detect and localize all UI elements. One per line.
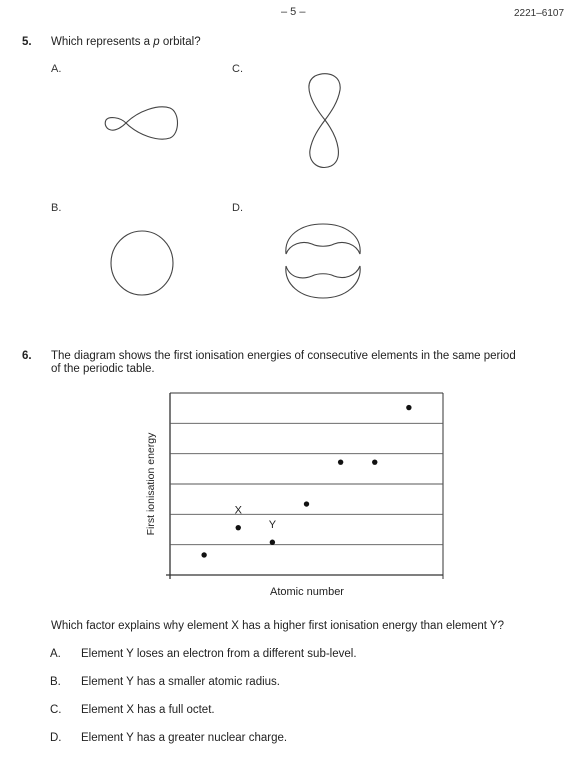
chart-point-label: Y	[268, 519, 277, 532]
chart-data-point	[338, 459, 343, 464]
chart-data-point	[372, 459, 377, 464]
chart-x-axis-label: Atomic number	[270, 586, 344, 598]
chart-grid	[166, 393, 443, 579]
q5-option-b-label: B.	[51, 202, 62, 214]
answer-text: Element Y has a greater nuclear charge.	[81, 732, 288, 744]
chart-data-point	[406, 405, 411, 410]
answer-text: Element X has a full octet.	[81, 704, 215, 716]
question-6-number: 6.	[22, 350, 32, 362]
answer-text: Element Y loses an electron from a different sub-level.	[81, 648, 357, 660]
answer-text: Element Y has a smaller atomic radius.	[81, 676, 280, 688]
chart-data-point	[304, 501, 309, 506]
q5-option-d-label: D.	[232, 202, 243, 214]
question-6-prompt: Which factor explains why element X has a higher first ionisation energy than element Y?	[51, 620, 505, 632]
chart-y-axis-label: First ionisation energy	[145, 432, 157, 536]
q5-option-a-label: A.	[51, 63, 62, 75]
answer-letter: C.	[50, 704, 62, 716]
paper-code: 2221–6107	[514, 8, 565, 19]
chart-point-label: X	[234, 504, 242, 517]
chart-data-point	[270, 540, 275, 545]
answer-letter: B.	[50, 676, 61, 688]
question-5-text: Which represents a p orbital?	[51, 36, 201, 48]
answer-letter: D.	[50, 732, 62, 744]
question-5-number: 5.	[22, 36, 32, 48]
answer-letter: A.	[50, 648, 61, 660]
chart-points	[201, 405, 411, 558]
q5-option-c-label: C.	[232, 63, 243, 75]
chart-data-point	[236, 525, 241, 530]
chart-data-point	[201, 552, 206, 557]
question-6-text: The diagram shows the first ionisation energies of consecutive elements in the same period of the periodic table.	[51, 350, 516, 375]
page-number: – 5 –	[281, 6, 306, 18]
